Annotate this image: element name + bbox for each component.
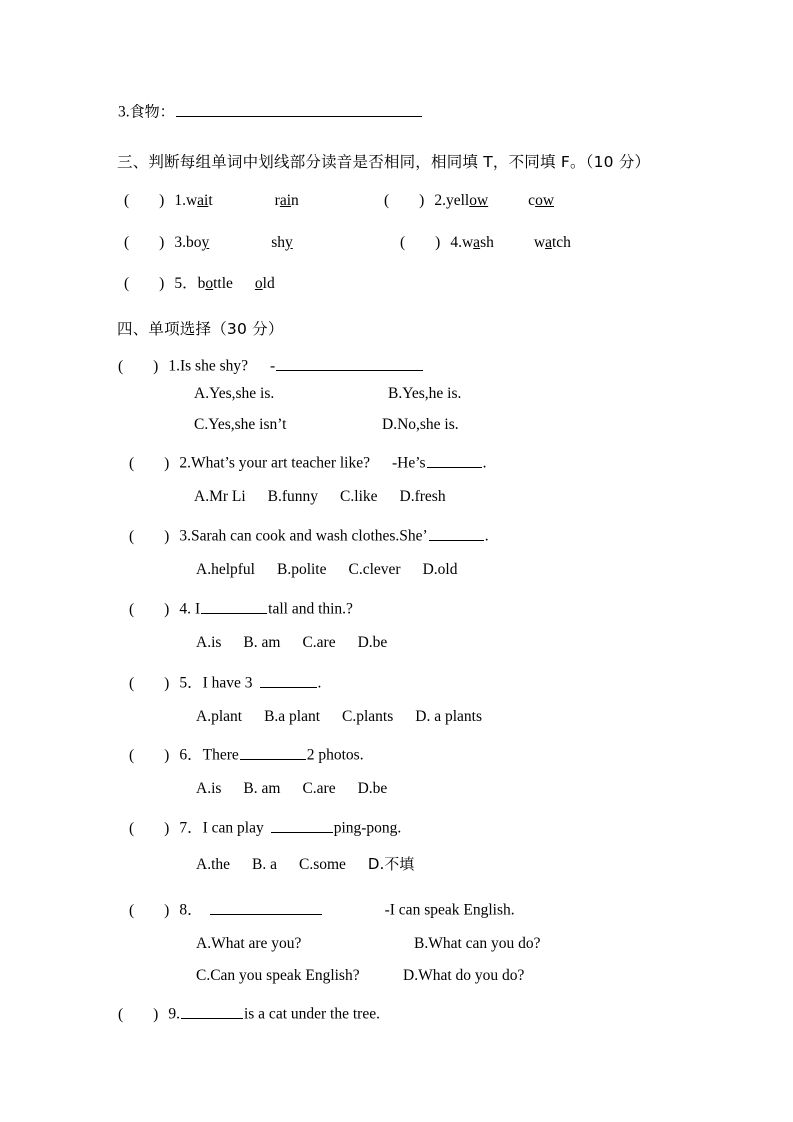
question-stem-end: ping-pong.	[333, 819, 402, 837]
answer-blank-food[interactable]	[176, 101, 422, 117]
question-stem: What’s your art teacher like?	[190, 454, 370, 472]
question-number: 8．	[179, 901, 203, 919]
question-number: 7．	[179, 819, 203, 837]
option-a-q7[interactable]: A.the	[196, 856, 231, 873]
question-number: 2.	[179, 454, 191, 472]
paren-open: (	[129, 901, 135, 919]
option-c-q5[interactable]: C.plants	[342, 708, 394, 725]
question-number: 5．	[179, 674, 203, 692]
question-number: 6．	[179, 746, 203, 764]
judgement-item-4	[400, 235, 571, 251]
answer-blank-q2[interactable]	[427, 452, 482, 468]
fill-in-item-food	[118, 101, 423, 120]
paren-close: )	[164, 454, 170, 472]
paren-close: )	[164, 746, 170, 764]
option-c-q1[interactable]: C.Yes,she isn’t	[194, 416, 287, 433]
item-number: 3.	[118, 103, 130, 121]
word-2-underlined: ow	[535, 192, 555, 209]
option-c-q8[interactable]: C.Can you speak English?	[196, 967, 360, 984]
options-q6	[196, 781, 387, 797]
paren-open: (	[118, 357, 124, 375]
answer-blank-q5[interactable]	[260, 672, 317, 688]
word-2-post: n	[291, 192, 299, 209]
answer-parenthesis[interactable]	[129, 602, 169, 618]
answer-parenthesis[interactable]	[129, 676, 169, 692]
option-b-q4[interactable]: B. am	[243, 634, 281, 651]
paren-open: (	[124, 275, 130, 292]
option-c-q2[interactable]: C.like	[340, 488, 378, 505]
option-a-q8[interactable]: A.What are you?	[196, 935, 302, 952]
question-number: 1.	[168, 357, 180, 375]
paren-close: )	[164, 901, 170, 919]
answer-parenthesis[interactable]	[118, 359, 158, 375]
paren-close: )	[159, 275, 165, 292]
option-c-q3[interactable]: C.clever	[348, 561, 401, 578]
option-b-q6[interactable]: B. am	[243, 780, 281, 797]
stem-dash: -	[270, 357, 276, 375]
answer-parenthesis[interactable]	[129, 821, 169, 837]
answer-parenthesis[interactable]	[124, 193, 164, 209]
paren-close: )	[153, 357, 159, 375]
word-2-underlined: ai	[279, 192, 292, 209]
answer-parenthesis[interactable]	[124, 235, 164, 251]
word-2-pre: r	[274, 192, 280, 209]
word-1-post: t	[208, 192, 213, 209]
item-number: 1.	[174, 192, 186, 209]
judgement-item-3	[124, 235, 293, 251]
option-d-q1[interactable]: D.No,she is.	[382, 416, 459, 433]
answer-parenthesis[interactable]	[129, 456, 169, 472]
word-2-underlined: y	[285, 234, 293, 251]
word-2-post: ld	[262, 275, 275, 292]
answer-parenthesis[interactable]	[384, 193, 424, 209]
paren-close: )	[153, 1005, 159, 1023]
word-1-underlined: a	[473, 234, 481, 251]
option-b-q2[interactable]: B.funny	[267, 488, 319, 505]
option-d-q6[interactable]: D.be	[357, 780, 388, 797]
options-q5	[196, 709, 482, 725]
word-2-underlined: o	[254, 275, 263, 292]
question-stem: I have 3	[202, 674, 253, 692]
answer-parenthesis[interactable]	[124, 276, 164, 292]
question-stem-end: .	[317, 674, 322, 692]
answer-parenthesis[interactable]	[129, 748, 169, 764]
paren-close: )	[164, 674, 170, 692]
word-1-post: ttle	[213, 275, 233, 292]
judgement-item-5	[124, 276, 275, 292]
option-a-q3[interactable]: A.helpful	[196, 561, 255, 578]
choice-question-3	[129, 525, 489, 544]
word-1-post: sh	[480, 234, 494, 251]
choice-question-7	[129, 817, 401, 836]
options-q7	[196, 857, 414, 873]
option-a-q5[interactable]: A.plant	[196, 708, 243, 725]
paren-close: )	[164, 527, 170, 545]
word-2-underlined: a	[545, 234, 552, 251]
paren-open: (	[124, 192, 130, 209]
judgement-item-2	[384, 193, 554, 209]
paren-open: (	[129, 600, 135, 618]
word-1-pre: bo	[185, 234, 202, 251]
paren-close: )	[164, 819, 170, 837]
question-stem-answer-lead: -He’s	[392, 454, 426, 472]
word-1-pre: yell	[445, 192, 470, 209]
question-stem-end: is a cat under the tree.	[243, 1005, 380, 1023]
paren-open: (	[129, 819, 135, 837]
word-1-underlined: o	[205, 275, 214, 292]
options-q2	[194, 489, 446, 505]
word-1-underlined: ai	[197, 192, 209, 209]
paren-open: (	[400, 234, 406, 251]
answer-blank-q8[interactable]	[210, 899, 322, 915]
answer-parenthesis[interactable]	[400, 235, 440, 251]
question-number: 3.	[179, 527, 191, 545]
answer-parenthesis[interactable]	[129, 529, 169, 545]
question-stem: I	[194, 600, 201, 618]
question-stem-end: -I can speak English.	[384, 901, 515, 919]
option-b-q7[interactable]: B. a	[252, 856, 277, 873]
paren-open: (	[129, 454, 135, 472]
options-q3	[196, 562, 457, 578]
paren-open: (	[129, 674, 135, 692]
section-four-heading: 四、单项选择（30 分）	[117, 320, 284, 338]
paren-open: (	[384, 192, 390, 209]
question-stem-end: .	[484, 527, 489, 545]
option-a-q2[interactable]: A.Mr Li	[194, 488, 246, 505]
item-number: 4.	[450, 234, 462, 251]
item-label: 食物：	[129, 102, 175, 121]
word-1-underlined: y	[201, 234, 210, 251]
paren-close: )	[435, 234, 441, 251]
option-d-q2[interactable]: D.fresh	[399, 488, 446, 505]
answer-blank-q7[interactable]	[271, 817, 333, 833]
paren-open: (	[118, 1005, 124, 1023]
option-a-q1[interactable]: A.Yes,she is.	[194, 385, 275, 402]
judgement-item-1	[124, 193, 299, 209]
item-number: 3.	[174, 234, 186, 251]
option-b-q3[interactable]: B.polite	[276, 561, 327, 578]
choice-question-6	[129, 744, 364, 763]
word-2-pre: c	[528, 192, 536, 209]
option-d-q4[interactable]: D.be	[357, 634, 388, 651]
section-three-heading: 三、判断每组单词中划线部分读音是否相同，相同填 T，不同填 F。（10 分）	[117, 153, 651, 171]
paren-close: )	[164, 600, 170, 618]
answer-blank-q4[interactable]	[201, 598, 267, 614]
option-c-q6[interactable]: C.are	[302, 780, 336, 797]
word-1-underlined: ow	[469, 192, 489, 209]
choice-question-4	[129, 598, 353, 617]
word-1-pre: w	[185, 192, 198, 209]
answer-blank-q1[interactable]	[276, 355, 423, 371]
option-d-q3[interactable]: D.old	[422, 561, 458, 578]
option-c-q4[interactable]: C.are	[302, 634, 336, 651]
option-b-q8[interactable]: B.What can you do?	[414, 935, 541, 952]
paren-close: )	[159, 192, 165, 209]
option-d-q8[interactable]: D.What do you do?	[403, 967, 525, 984]
option-a-q6[interactable]: A.is	[196, 780, 222, 797]
option-d-q7[interactable]: D.不填	[367, 855, 415, 873]
choice-question-2	[129, 452, 486, 471]
answer-blank-q9[interactable]	[181, 1003, 243, 1019]
question-stem: There	[202, 746, 239, 764]
word-1-pre: b	[197, 275, 206, 292]
paren-open: (	[129, 746, 135, 764]
question-stem-end: .	[482, 454, 487, 472]
option-c-q7[interactable]: C.some	[298, 856, 346, 873]
option-d-q5[interactable]: D. a plants	[415, 708, 483, 725]
answer-blank-q6[interactable]	[240, 744, 306, 760]
choice-question-9	[118, 1003, 380, 1022]
answer-parenthesis[interactable]	[129, 903, 169, 919]
choice-question-8	[129, 899, 515, 918]
word-2-pre: sh	[271, 234, 286, 251]
choice-question-1	[118, 355, 424, 374]
word-2-pre: w	[533, 234, 546, 251]
option-b-q1[interactable]: B.Yes,he is.	[388, 385, 462, 402]
paren-open: (	[124, 234, 130, 251]
option-b-q5[interactable]: B.a plant	[264, 708, 321, 725]
word-2-post: tch	[551, 234, 571, 251]
question-number: 4.	[179, 600, 191, 618]
paren-close: )	[159, 234, 165, 251]
answer-blank-q3[interactable]	[429, 525, 484, 541]
word-1-pre: w	[461, 234, 474, 251]
question-number: 9.	[168, 1005, 180, 1023]
answer-parenthesis[interactable]	[118, 1007, 158, 1023]
question-stem: I can play	[202, 819, 264, 837]
question-stem: Sarah can cook and wash clothes.She’	[190, 527, 428, 545]
paren-close: )	[419, 192, 425, 209]
options-q4	[196, 635, 387, 651]
question-stem-end: tall and thin.?	[268, 600, 353, 618]
paren-open: (	[129, 527, 135, 545]
question-stem: Is she shy?	[179, 357, 248, 375]
item-number: 2.	[434, 192, 446, 209]
item-number: 5．	[174, 275, 198, 292]
choice-question-5	[129, 672, 321, 691]
option-a-q4[interactable]: A.is	[196, 634, 222, 651]
question-stem-end: 2 photos.	[306, 746, 364, 764]
